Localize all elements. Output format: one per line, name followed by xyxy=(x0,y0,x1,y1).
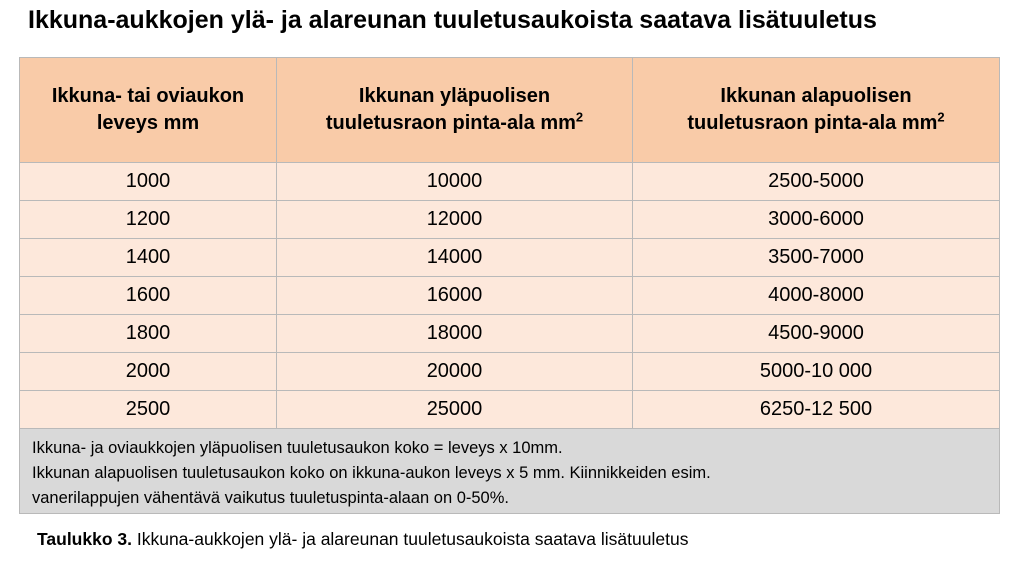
table-caption xyxy=(37,529,688,550)
header-width xyxy=(20,58,277,163)
header-upper-sup: 2 xyxy=(575,109,584,125)
cell-lower-area: 4500-9000 xyxy=(633,315,1000,353)
note-line: Ikkunan alapuolisen tuuletusaukon koko on ikkuna-aukon leveys x 5 mm. Kiinnikkeiden esim. xyxy=(32,464,711,482)
table-row xyxy=(20,163,1000,201)
header-lower-line1: Ikkunan alapuolisen xyxy=(720,85,912,107)
cell-width: 1800 xyxy=(20,315,277,353)
table-row xyxy=(20,201,1000,239)
header-upper-line2: tuuletusraon pinta-ala mm xyxy=(325,112,576,134)
note-line: Ikkuna- ja oviaukkojen yläpuolisen tuuletusaukon koko = leveys x 10mm. xyxy=(32,439,563,457)
cell-width: 1400 xyxy=(20,239,277,277)
cell-lower-area: 5000-10 000 xyxy=(633,353,1000,391)
table-row xyxy=(20,391,1000,429)
cell-upper-area: 10000 xyxy=(277,163,633,201)
table-notes-row xyxy=(20,429,1000,514)
header-lower-area xyxy=(633,58,1000,163)
table-row xyxy=(20,239,1000,277)
cell-lower-area: 6250-12 500 xyxy=(633,391,1000,429)
cell-width: 1600 xyxy=(20,277,277,315)
table-row xyxy=(20,315,1000,353)
caption-label: Taulukko 3. xyxy=(37,529,132,549)
cell-lower-area: 3000-6000 xyxy=(633,201,1000,239)
note-line: vanerilappujen vähentävä vaikutus tuuletuspinta-alaan on 0-50%. xyxy=(32,489,509,507)
cell-lower-area: 4000-8000 xyxy=(633,277,1000,315)
ventilation-table xyxy=(19,57,1000,514)
page-title: Ikkuna-aukkojen ylä- ja alareunan tuuletusaukoista saatava lisätuuletus xyxy=(28,6,877,34)
cell-width: 2500 xyxy=(20,391,277,429)
cell-upper-area: 18000 xyxy=(277,315,633,353)
cell-upper-area: 16000 xyxy=(277,277,633,315)
cell-upper-area: 20000 xyxy=(277,353,633,391)
cell-upper-area: 12000 xyxy=(277,201,633,239)
table-notes xyxy=(20,429,1000,514)
header-lower-line2: tuuletusraon pinta-ala mm xyxy=(687,112,938,134)
cell-width: 2000 xyxy=(20,353,277,391)
cell-width: 1200 xyxy=(20,201,277,239)
table-row xyxy=(20,353,1000,391)
cell-upper-area: 25000 xyxy=(277,391,633,429)
caption-text: Ikkuna-aukkojen ylä- ja alareunan tuuletusaukoista saatava lisätuuletus xyxy=(131,529,689,549)
header-upper-line1: Ikkunan yläpuolisen xyxy=(358,85,551,107)
header-upper-area xyxy=(277,58,633,163)
table-row xyxy=(20,277,1000,315)
cell-upper-area: 14000 xyxy=(277,239,633,277)
cell-lower-area: 3500-7000 xyxy=(633,239,1000,277)
header-width-line2: leveys mm xyxy=(96,112,200,134)
cell-width: 1000 xyxy=(20,163,277,201)
header-width-line1: Ikkuna- tai oviaukon xyxy=(51,85,245,107)
table-header-row xyxy=(20,58,1000,163)
cell-lower-area: 2500-5000 xyxy=(633,163,1000,201)
header-lower-sup: 2 xyxy=(937,109,945,125)
